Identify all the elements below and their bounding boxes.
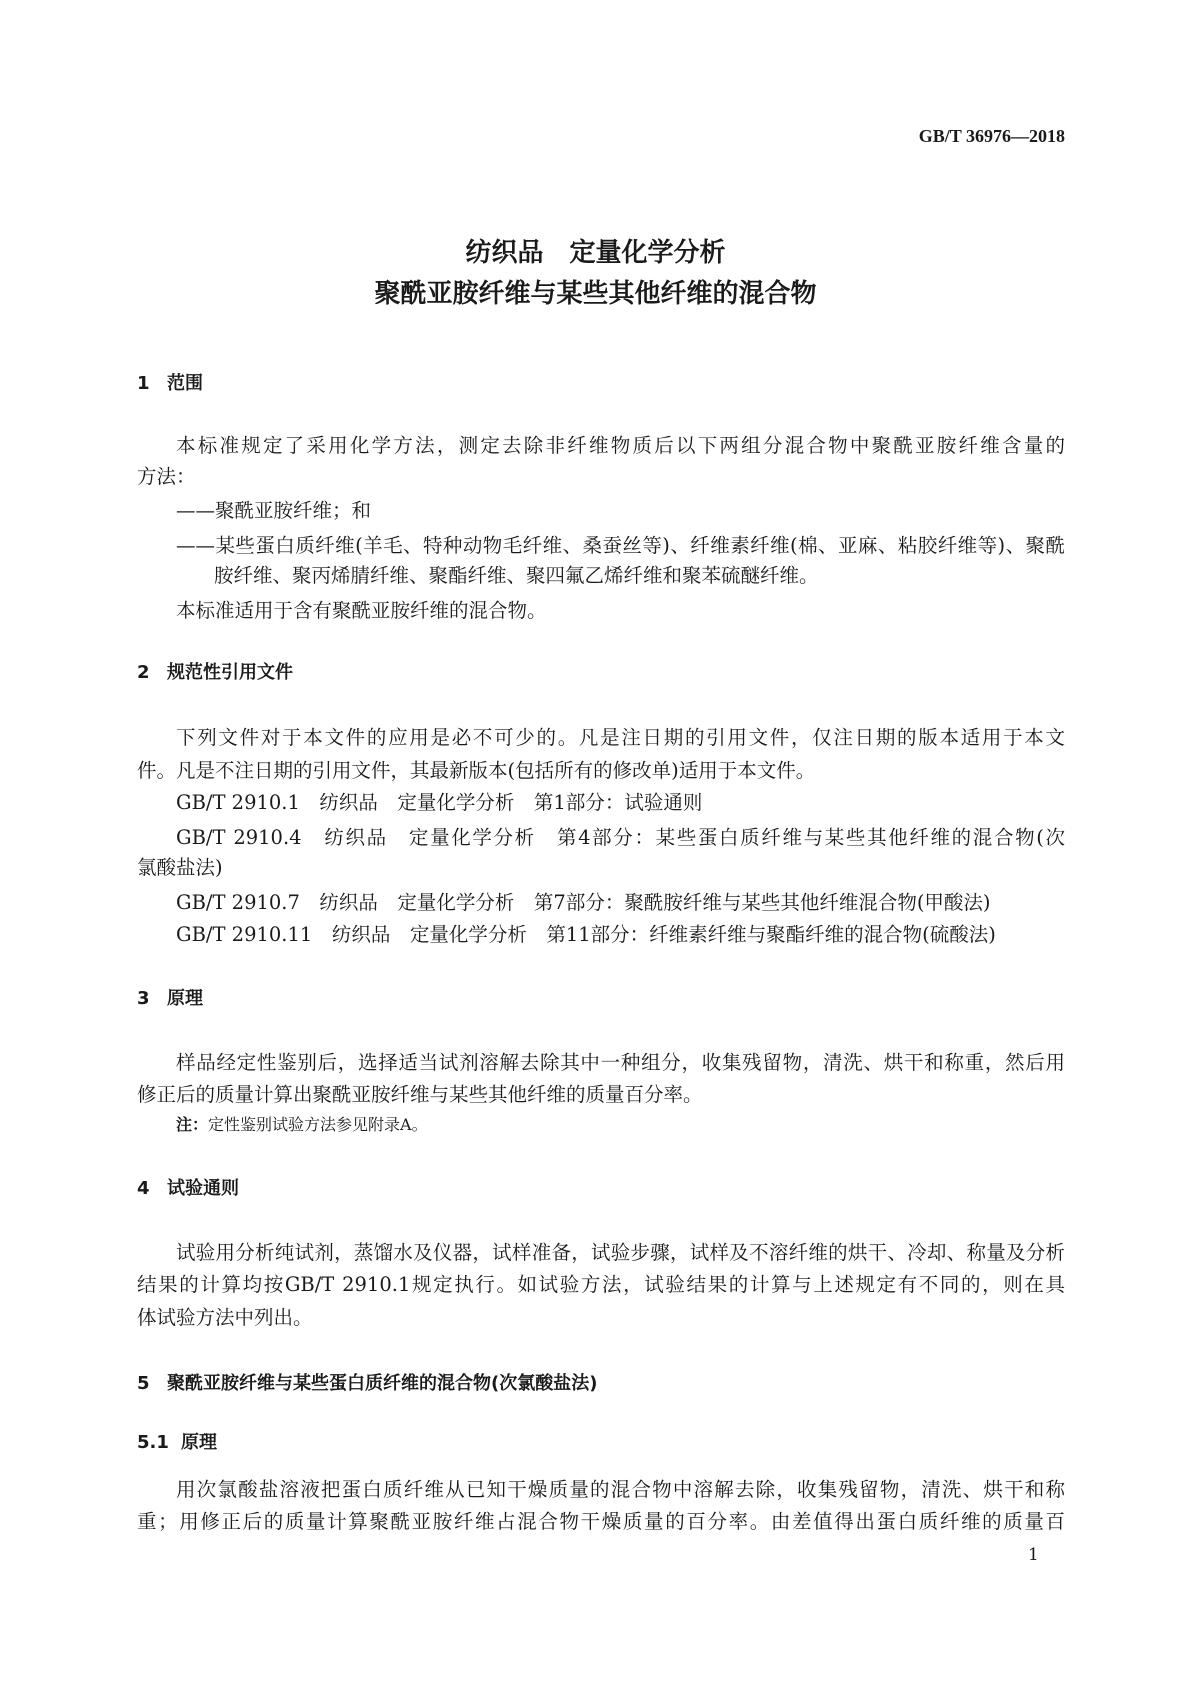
section-number: 4: [137, 1178, 150, 1199]
page-number: 1: [1028, 1545, 1039, 1565]
reference-item: GB/T 2910.7 纺织品 定量化学分析 第7部分：聚酰胺纤维与某些其他纤维混合物(甲酸法): [176, 891, 991, 914]
document-title-line1: 纺织品 定量化学分析: [465, 238, 726, 268]
reference-item: GB/T 2910.1 纺织品 定量化学分析 第1部分：试验通则: [176, 791, 703, 814]
document-title-line2: 聚酰亚胺纤维与某些其他纤维的混合物: [374, 279, 817, 309]
paragraph-line: 用次氯酸盐溶液把蛋白质纤维从已知干燥质量的混合物中溶解去除，收集残留物，清洗、烘干和称: [176, 1478, 1065, 1501]
section-1-heading: [137, 371, 203, 397]
list-item: ——聚酰亚胺纤维；和: [176, 499, 372, 522]
list-item: ——某些蛋白质纤维(羊毛、特种动物毛纤维、桑蚕丝等)、纤维素纤维(棉、亚麻、粘胶纤维等)、聚酰: [176, 534, 1065, 557]
list-item-continuation: 胺纤维、聚丙烯腈纤维、聚酯纤维、聚四氟乙烯纤维和聚苯硫醚纤维。: [214, 564, 819, 587]
section-title: 范围: [167, 373, 203, 394]
paragraph-line: 试验用分析纯试剂，蒸馏水及仪器，试样准备，试验步骤，试样及不溶纤维的烘干、冷却、称量及分析: [176, 1241, 1065, 1264]
section-5-heading: [137, 1371, 597, 1397]
paragraph-line: 结果的计算均按GB/T 2910.1规定执行。如试验方法，试验结果的计算与上述规定有不同的，则在具: [137, 1273, 1065, 1296]
section-title: 试验通则: [167, 1178, 239, 1199]
section-2-heading: [137, 660, 293, 686]
paragraph-line: 方法：: [137, 465, 196, 488]
section-3-heading: [137, 986, 203, 1012]
paragraph-line: 件。凡是不注日期的引用文件，其最新版本(包括所有的修改单)适用于本文件。: [137, 759, 816, 782]
section-5-1-heading: [137, 1430, 217, 1456]
note-text: 定性鉴别试验方法参见附录A。: [208, 1115, 428, 1134]
reference-item: GB/T 2910.4 纺织品 定量化学分析 第4部分：某些蛋白质纤维与某些其他纤维的混合物(次: [176, 826, 1065, 849]
standard-number: GB/T 36976—2018: [918, 126, 1065, 146]
section-title: 原理: [181, 1432, 217, 1453]
paragraph-line: 下列文件对于本文件的应用是必不可少的。凡是注日期的引用文件，仅注日期的版本适用于本文: [176, 726, 1065, 749]
section-title: 规范性引用文件: [167, 662, 293, 683]
paragraph-line: 样品经定性鉴别后，选择适当试剂溶解去除其中一种组分，收集残留物，清洗、烘干和称重，然后用: [176, 1051, 1065, 1074]
paragraph-line: 重；用修正后的质量计算聚酰亚胺纤维占混合物干燥质量的百分率。由差值得出蛋白质纤维的质量百: [137, 1510, 1065, 1533]
reference-item-continuation: 氯酸盐法): [137, 856, 223, 879]
section-title: 聚酰亚胺纤维与某些蛋白质纤维的混合物(次氯酸盐法): [167, 1373, 598, 1394]
section-title: 原理: [167, 988, 203, 1009]
section-number: 5.1: [137, 1432, 169, 1453]
paragraph-line: 本标准适用于含有聚酰亚胺纤维的混合物。: [176, 599, 547, 622]
paragraph-line: 修正后的质量计算出聚酰亚胺纤维与某些其他纤维的质量百分率。: [137, 1083, 703, 1106]
note-label: 注：: [176, 1115, 209, 1134]
note: [176, 1112, 1065, 1138]
section-number: 2: [137, 662, 150, 683]
section-number: 3: [137, 988, 150, 1009]
paragraph-line: 本标准规定了采用化学方法，测定去除非纤维物质后以下两组分混合物中聚酰亚胺纤维含量的: [176, 434, 1065, 457]
paragraph-line: 体试验方法中列出。: [137, 1306, 313, 1329]
section-4-heading: [137, 1176, 239, 1202]
reference-item: GB/T 2910.11 纺织品 定量化学分析 第11部分：纤维素纤维与聚酯纤维的混合物(硫酸法): [176, 923, 996, 946]
section-number: 1: [137, 373, 150, 394]
section-number: 5: [137, 1373, 150, 1394]
